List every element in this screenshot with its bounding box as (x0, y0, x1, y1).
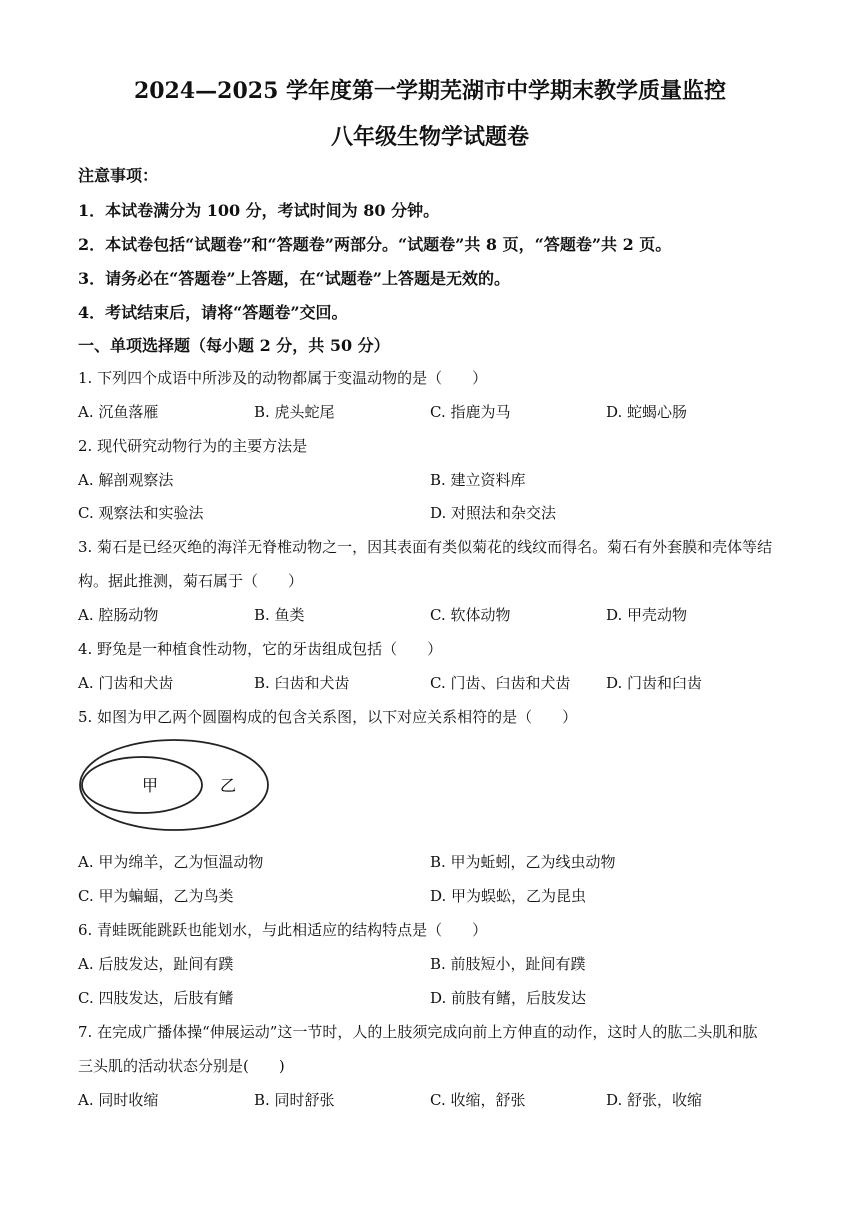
question-1-option-c: C. 指鹿为马 (430, 403, 511, 421)
question-2-option-d: D. 对照法和杂交法 (430, 504, 557, 522)
outer-circle (80, 740, 268, 830)
question-5-option-b: B. 甲为蚯蚓，乙为线虫动物 (430, 853, 616, 871)
question-7-option-a: A. 同时收缩 (78, 1091, 159, 1109)
question-7-option-d: D. 舒张，收缩 (606, 1091, 703, 1109)
question-3-option-a: A. 腔肠动物 (78, 606, 159, 624)
question-7-option-b: B. 同时舒张 (254, 1091, 335, 1109)
question-3-option-d: D. 甲壳动物 (606, 606, 688, 624)
question-5-option-d: D. 甲为蜈蚣，乙为昆虫 (430, 887, 587, 905)
section-heading: 一、单项选择题（每小题 2 分，共 50 分） (78, 336, 390, 355)
question-6-option-b: B. 前肢短小，趾间有蹼 (430, 955, 586, 973)
question-1-option-b: B. 虎头蛇尾 (254, 403, 335, 421)
question-7-stem-line-1: 7. 在完成广播体操“伸展运动”这一节时，人的上肢须完成向前上方伸直的动作，这时人的肱二头肌和肱 (78, 1023, 758, 1041)
question-4-stem: 4. 野兔是一种植食性动物，它的牙齿组成包括（ ） (78, 640, 443, 658)
exam-subtitle: 八年级生物学试题卷 (330, 124, 529, 150)
question-1-option-a: A. 沉鱼落雁 (78, 403, 159, 421)
question-6-option-d: D. 前肢有鳍，后肢发达 (430, 989, 587, 1007)
question-7-option-c: C. 收缩，舒张 (430, 1091, 526, 1109)
notice-item-3: 3．请务必在“答题卷”上答题，在“试题卷”上答题是无效的。 (78, 269, 510, 288)
question-5-option-c: C. 甲为蝙蝠，乙为鸟类 (78, 887, 234, 905)
notice-item-4: 4．考试结束后，请将“答题卷”交回。 (78, 303, 348, 322)
question-2-option-b: B. 建立资料库 (430, 471, 526, 489)
question-3-option-b: B. 鱼类 (254, 606, 305, 624)
question-2-option-c: C. 观察法和实验法 (78, 504, 204, 522)
question-4-option-b: B. 臼齿和犬齿 (254, 674, 350, 692)
question-3-stem-line-2: 构。据此推测，菊石属于（ ） (78, 572, 304, 590)
question-4-option-a: A. 门齿和犬齿 (78, 674, 174, 692)
question-4-option-c: C. 门齿、臼齿和犬齿 (430, 674, 571, 692)
question-6-option-c: C. 四肢发达，后肢有鳍 (78, 989, 234, 1007)
question-6-stem: 6. 青蛙既能跳跃也能划水，与此相适应的结构特点是（ ） (78, 921, 488, 939)
inner-circle-label: 甲 (141, 776, 159, 795)
question-2-option-a: A. 解剖观察法 (78, 471, 174, 489)
question-2-stem: 2. 现代研究动物行为的主要方法是 (78, 437, 308, 455)
question-3-stem-line-1: 3. 菊石是已经灭绝的海洋无脊椎动物之一，因其表面有类似菊花的线纹而得名。菊石有外套膜和壳体等结 (78, 538, 773, 556)
question-5-option-a: A. 甲为绵羊，乙为恒温动物 (78, 853, 264, 871)
notice-heading: 注意事项： (78, 166, 159, 185)
notice-item-1: 1．本试卷满分为 100 分，考试时间为 80 分钟。 (78, 201, 440, 220)
question-3-option-c: C. 软体动物 (430, 606, 511, 624)
question-1-option-d: D. 蛇蝎心肠 (606, 403, 688, 421)
exam-title: 2024—2025 学年度第一学期芜湖市中学期末教学质量监控 (133, 78, 727, 104)
outer-circle-label: 乙 (219, 776, 237, 795)
question-1-stem: 1. 下列四个成语中所涉及的动物都属于变温动物的是（ ） (78, 369, 488, 387)
question-6-option-a: A. 后肢发达，趾间有蹼 (78, 955, 234, 973)
inclusion-diagram (76, 736, 272, 834)
notice-item-2: 2．本试卷包括“试题卷”和“答题卷”两部分。“试题卷”共 8 页，“答题卷”共 2 页。 (78, 235, 672, 254)
question-5-stem: 5. 如图为甲乙两个圆圈构成的包含关系图，以下对应关系相符的是（ ） (78, 708, 578, 726)
question-4-option-d: D. 门齿和臼齿 (606, 674, 703, 692)
question-7-stem-line-2: 三头肌的活动状态分别是( ) (78, 1057, 285, 1075)
